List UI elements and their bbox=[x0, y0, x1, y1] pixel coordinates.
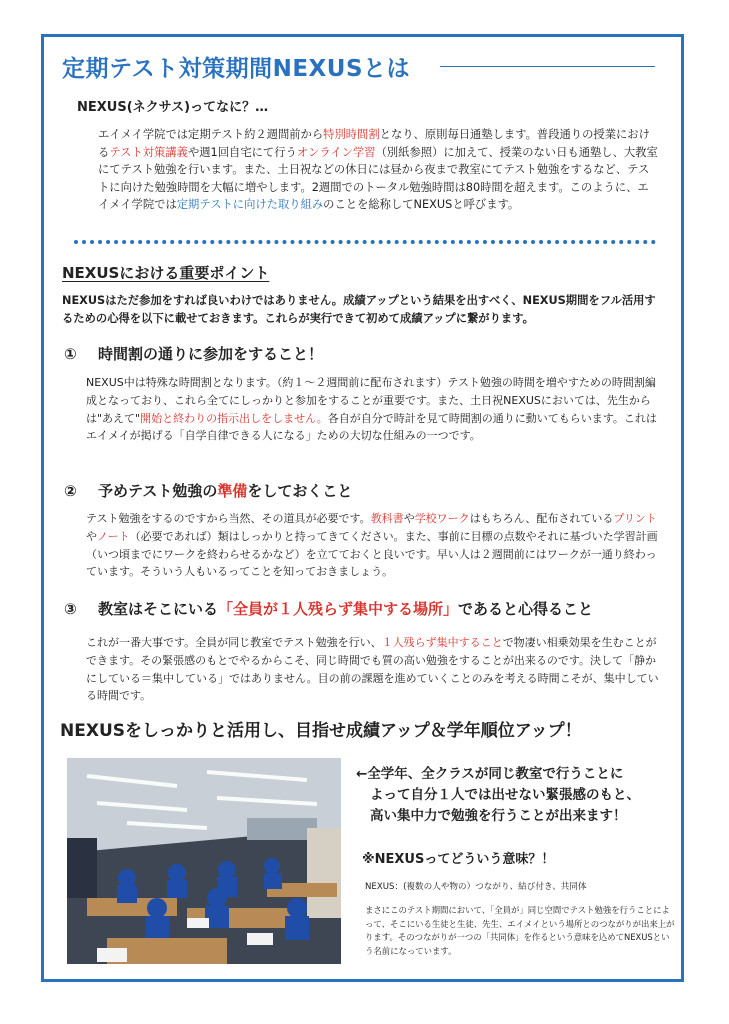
point-2-body: テスト勉強をするのですから当然、その道具が必要です。教科書や学校ワークはもちろん、配布されているプリントやノート（必要であれば）類はしっかりと持ってきてください。また、事前に目標の点数やそれに基づいた学習計画（いつ頃までにワークを終わらせるかなど）を立てておくと良いです。早い人は２週間前にはワークが一通り終わっています。そういう人もいるってことを知っておきましょう。 bbox=[86, 512, 658, 579]
caption-line-1: ←全学年、全クラスが同じ教室で行うことに bbox=[356, 766, 624, 782]
section-heading: NEXUSにおける重要ポイント bbox=[62, 264, 270, 282]
point-1-title: ① 時間割の通りに参加をすること！ bbox=[64, 345, 324, 363]
dotted-divider bbox=[74, 240, 656, 244]
point-2-title: ② 予めテスト勉強の準備をしておくこと bbox=[64, 482, 353, 500]
intro-paragraph: エイメイ学院では定期テスト約２週間前から特別時間割となり、原則毎日通塾します。普段通りの授業におけるテスト対策講義や週1回自宅にて行うオンライン学習（別紙参照）に加えて、授業のない日も通塾し、大教室にてテスト勉強を行います。また、土日祝などの休日には昼から夜まで教室にてテスト勉強をするなど、テストに向けた勉強時間を大幅に増やします。2週間でのトータル勉強時間は80時間を超えます。このように、エイメイ学院では定期テストに向けた取り組みのことを総称してNEXUSと呼びます。 bbox=[98, 128, 658, 212]
point-1-body: NEXUS中は特殊な時間割となります。（約１～２週間前に配布されます）テスト勉強の時間を増やすための時間割編成となっており、これら全てにしっかりと参加をすることが重要です。また、土日祝NEXUSにおいては、先生からは"あえて"開始と終わりの指示出しをしません。各自が自分で時計を見て時間割の通りに動いてもらいます。これはエイメイが掲げる「自学自律できる人になる」ための大切な仕組みの一つです。 bbox=[86, 376, 657, 443]
meaning-title: ※NEXUSってどういう意味？！ bbox=[362, 852, 555, 867]
title-rule bbox=[440, 66, 655, 67]
photo-caption bbox=[356, 764, 676, 827]
point-3-title: ③ 教室はそこにいる「全員が１人残らず集中する場所」であると心得ること bbox=[64, 600, 594, 618]
subtitle: NEXUS(ネクサス)ってなに？… bbox=[77, 100, 269, 115]
page-title: 定期テスト対策期間NEXUSとは bbox=[62, 56, 411, 82]
classroom-photo bbox=[67, 758, 341, 964]
point-3-body: これが一番大事です。全員が同じ教室でテスト勉強を行い、１人残らず集中することで物凄い相乗効果を生むことができます。その緊張感のもとでやるからこそ、同じ時間でも質の高い勉強をすることが出来るのです。決して「静かにしている＝集中している」ではありません。目の前の課題を進めていくことのみを考える時間こそが、集中している時間です。 bbox=[86, 636, 659, 703]
caption-line-2: よって自分１人では出せない緊張感のもと、 bbox=[370, 787, 640, 803]
classroom-photo-illustration bbox=[67, 758, 341, 964]
slogan: NEXUSをしっかりと活用し、目指せ成績アップ＆学年順位アップ！ bbox=[60, 721, 582, 741]
nexus-explanation: まさにこのテスト期間において、「全員が」同じ空間でテスト勉強を行うことによって、そこにいる生徒と生徒、先生、エイメイという場所とのつながりが出来上がります。そのつながりが一つの「共同体」を作るという意味を込めてNEXUSという名前になっています。 bbox=[365, 905, 675, 956]
caption-line-3: 高い集中力で勉強を行うことが出来ます！ bbox=[370, 808, 627, 824]
nexus-definition: NEXUS：(複数の人や物の）つながり、結び付き、共同体 bbox=[365, 882, 587, 892]
section-lead: NEXUSはただ参加をすれば良いわけではありません。成績アップという結果を出すべく、NEXUS期間をフル活用するための心得を以下に載せておきます。これらが実行できて初めて成績アップに繋がります。 bbox=[62, 294, 656, 325]
